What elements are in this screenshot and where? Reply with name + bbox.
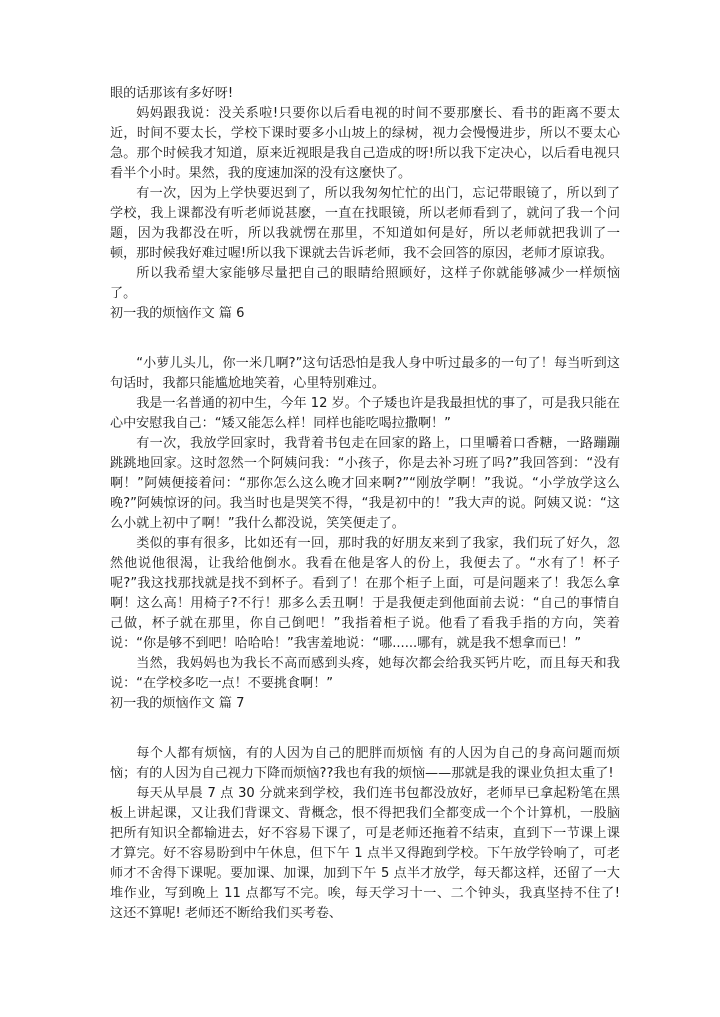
paragraph: 有一次，我放学回家时，我背着书包走在回家的路上，口里嚼着口香糖，一路蹦蹦跳跳地回家。这时忽然一个阿姨问我：“小孩子，你是去补习班了吗?”我回答到：“没有啊！”阿姨便接着问：“那你怎么这么晚才回来啊?”“刚放学啊！”我说。“小学放学这么晚?”阿姨惊讶的问。我当时也是哭笑不得，“我是初中的！”我大声的说。阿姨又说：“这么小就上初中了啊！”我什么都没说，笑笑便走了。 <box>110 436 620 531</box>
paragraph: 类似的事有很多，比如还有一回，那时我的好朋友来到了我家，我们玩了好久，忽然他说他很渴，让我给他倒水。我看在他是客人的份上，我便去了。“水有了！杯子呢?”我这找那找就是找不到杯子。看到了！在那个柜子上面，可是问题来了！我怎么拿啊！这么高！用椅子?不行！那多么丢丑啊！于是我便走到他面前去说：“自己的事情自己做，杯子就在那里，你自己倒吧！”我指着柜子说。他看了看我手指的方向，笑着说：“你是够不到吧！哈哈哈！”我害羞地说：“哪......哪有，就是我不想拿而已！” <box>110 536 620 651</box>
paragraph: “小萝儿头儿，你一米几啊?”这句话恐怕是我人身中听过最多的一句了！每当听到这句话时，我都只能尴尬地笑着，心里特别难过。 <box>110 356 620 391</box>
document-body <box>110 84 634 924</box>
paragraph: 所以我希望大家能够尽量把自己的眼睛给照顾好，这样子你就能够减少一样烦恼了。 <box>110 266 620 301</box>
section-gap <box>110 714 620 744</box>
paragraph-continuation: 眼的话那该有多好呀! <box>110 86 234 101</box>
paragraph: 每个人都有烦恼，有的人因为自己的肥胖而烦恼 有的人因为自己的身高问题而烦恼；有的人因为自己视力下降而烦恼??我也有我的烦恼——那就是我的课业负担太重了! <box>110 746 620 781</box>
paragraph: 当然，我妈妈也为我长不高而感到头疼，她每次都会给我买钙片吃，而且每天和我说：“在学校多吃一点！不要挑食啊！” <box>110 656 620 691</box>
section-heading-6: 初一我的烦恼作文 篇 6 <box>110 306 245 321</box>
paragraph: 妈妈跟我说：没关系啦!只要你以后看电视的时间不要那麼长、看书的距离不要太近，时间不要太长，学校下课时要多小山坡上的绿树，视力会慢慢进步，所以不要太心急。那个时候我才知道，原来近视眼是我自己造成的呀!所以我下定决心，以后看电视只看半个小时。果然，我的度速加深的没有这麼快了。 <box>110 106 620 181</box>
paragraph: 每天从早晨 7 点 30 分就来到学校，我们连书包都没放好，老师早已拿起粉笔在黑板上讲起课，又让我们背课文、背概念，恨不得把我们全都变成一个个计算机，一股脑把所有知识全都输进去，好不容易下课了，可是老师还拖着不结束，直到下一节课上课才算完。好不容易盼到中午休息，但下午 1 点半又得跑到学校。下午放学铃响了，可老师才不舍得下课呢。要加课、加课，加到下午 5 点半才放学，每天都这样，还留了一大堆作业，写到晚上 11 点都写不完。唉，每天学习十一、二个钟头，我真坚持不住了! 这还不算呢! 老师还不断给我们买考卷、 <box>110 786 634 921</box>
paragraph: 我是一名普通的初中生，今年 12 岁。个子矮也许是我最担忧的事了，可是我只能在心中安慰我自己：“矮又能怎么样！同样也能吃喝拉撒啊！” <box>110 396 620 431</box>
section-gap <box>110 324 620 354</box>
paragraph: 有一次，因为上学快要迟到了，所以我匆匆忙忙的出门，忘记带眼镜了，所以到了学校，我上课都没有听老师说甚麽，一直在找眼镜，所以老师看到了，就问了我一个问题，因为我都没在听，所以我就愣在那里，不知道如何是好，所以老师就把我训了一顿，那时候我好难过喔!所以我下课就去告诉老师，我不会回答的原因，老师才原谅我。 <box>110 186 620 261</box>
section-heading-7: 初一我的烦恼作文 篇 7 <box>110 696 245 711</box>
